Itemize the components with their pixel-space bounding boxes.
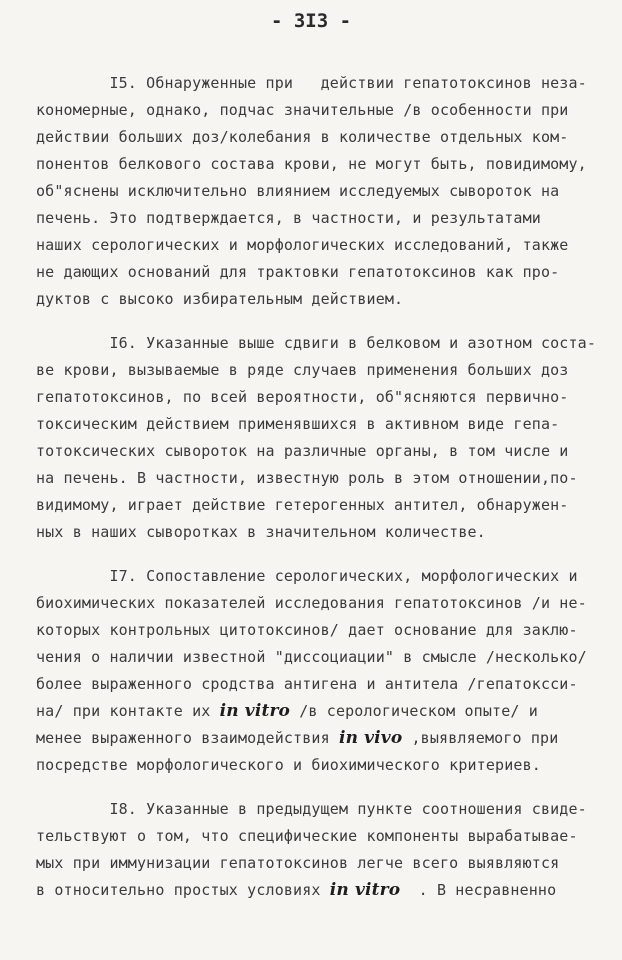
text-line <box>36 70 596 97</box>
typed-text: I6. Указанные выше сдвиги в белковом и азотном соста- <box>36 334 597 352</box>
typed-text: кономерные, однако, подчас значительные /в особенности при <box>36 101 569 119</box>
typed-text: об"яснены исключительно влиянием исследуемых сывороток на <box>36 182 560 200</box>
paragraph <box>36 330 596 546</box>
typed-text: на/ при контакте их <box>36 702 220 720</box>
text-line <box>36 151 596 178</box>
text-line <box>36 519 596 546</box>
typed-text: чения о наличии известной "диссоциации" в смысле /несколько/ <box>36 648 587 666</box>
typed-text: печень. Это подтверждается, в частности, и результатами <box>36 209 541 227</box>
text-line <box>36 232 596 259</box>
typed-text: I8. Указанные в предыдущем пункте соотношения свиде- <box>36 800 587 818</box>
text-line <box>36 357 596 384</box>
typed-text: мых при иммунизации гепатотоксинов легче всего выявляются <box>36 854 560 872</box>
text-line <box>36 438 596 465</box>
typed-text: действии больших доз/колебания в количестве отдельных ком- <box>36 128 569 146</box>
typed-text: . В несравненно <box>400 881 557 899</box>
text-line <box>36 286 596 313</box>
text-line <box>36 259 596 286</box>
text-line <box>36 492 596 519</box>
typed-text: гепатотоксинов, по всей вероятности, об"ясняются первично- <box>36 388 569 406</box>
handwritten-latin-term: in vivo <box>338 728 403 748</box>
text-line <box>36 330 596 357</box>
typed-text: видимому, играет действие гетерогенных антител, обнаружен- <box>36 496 569 514</box>
typed-text: ,выявляемого при <box>402 729 559 747</box>
typed-text: более выраженного сродства антигена и антитела /гепатоксси- <box>36 675 578 693</box>
typed-text: I5. Обнаруженные при действии гепатотоксинов неза- <box>36 74 587 92</box>
document-body <box>36 70 596 921</box>
typed-text: дуктов с высоко избирательным действием. <box>36 290 404 308</box>
text-line <box>36 465 596 492</box>
text-line <box>36 205 596 232</box>
text-line <box>36 850 596 877</box>
text-line <box>36 124 596 151</box>
text-line <box>36 590 596 617</box>
typed-text: тельствуют о том, что специфические компоненты вырабатывае- <box>36 827 578 845</box>
typed-text: которых контрольных цитотоксинов/ дает основание для заклю- <box>36 621 578 639</box>
text-line <box>36 752 596 779</box>
paragraph <box>36 70 596 313</box>
typed-text: ве крови, вызываемые в ряде случаев применения больших доз <box>36 361 569 379</box>
typed-text: биохимических показателей исследования гепатотоксинов /и не- <box>36 594 587 612</box>
handwritten-latin-term: in vitro <box>329 880 401 900</box>
text-line <box>36 823 596 850</box>
typed-text: /в серологическом опыте/ и <box>290 702 538 720</box>
handwritten-latin-term: in vitro <box>219 701 291 721</box>
text-line <box>36 411 596 438</box>
text-line <box>36 563 596 590</box>
typed-text: I7. Сопоставление серологических, морфологических и <box>36 567 578 585</box>
typed-text: менее выраженного взаимодействия <box>36 729 339 747</box>
text-line <box>36 644 596 671</box>
paragraph <box>36 563 596 779</box>
text-line <box>36 877 596 904</box>
text-line <box>36 178 596 205</box>
typed-text: посредстве морфологического и биохимического критериев. <box>36 756 541 774</box>
text-line <box>36 97 596 124</box>
paragraph <box>36 796 596 904</box>
text-line <box>36 796 596 823</box>
typed-text: токсическим действием применявшихся в активном виде гепа- <box>36 415 560 433</box>
text-line <box>36 384 596 411</box>
typed-text: понентов белкового состава крови, не могут быть, повидимому, <box>36 155 587 173</box>
typed-text: на печень. В частности, известную роль в этом отношении,по- <box>36 469 578 487</box>
text-line <box>36 725 596 752</box>
typed-text: наших серологических и морфологических исследований, также <box>36 236 569 254</box>
text-line <box>36 698 596 725</box>
typed-text: тотоксических сывороток на различные органы, в том числе и <box>36 442 569 460</box>
typed-text: в относительно простых условиях <box>36 881 330 899</box>
typed-text: не дающих оснований для трактовки гепатотоксинов как про- <box>36 263 560 281</box>
text-line <box>36 617 596 644</box>
typed-text: ных в наших сыворотках в значительном количестве. <box>36 523 486 541</box>
page-number: - 3I3 - <box>270 10 352 32</box>
text-line <box>36 671 596 698</box>
